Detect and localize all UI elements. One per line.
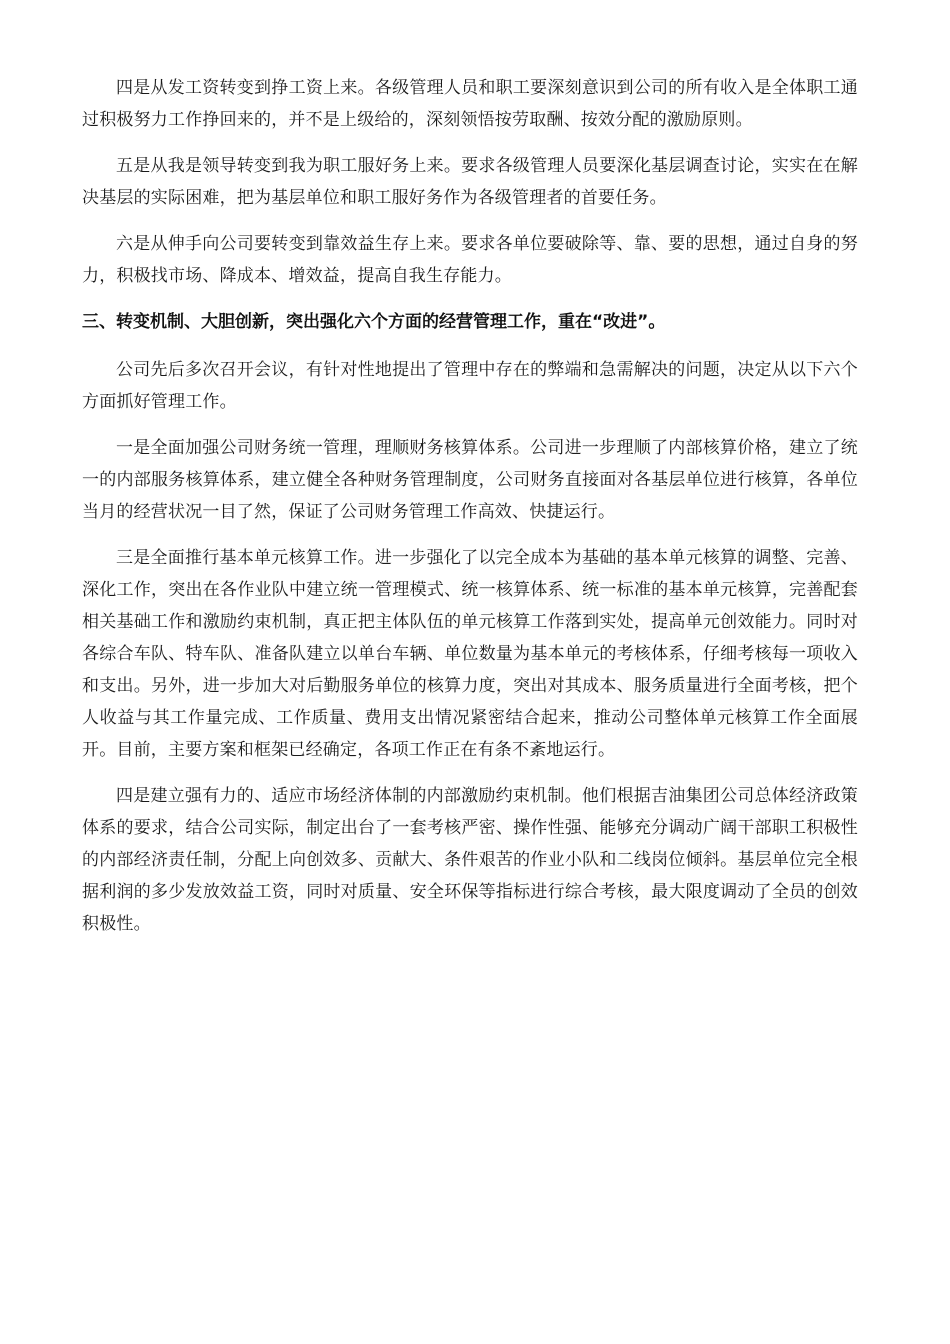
paragraph-four-incentive: 四是建立强有力的、适应市场经济体制的内部激励约束机制。他们根据吉油集团公司总体经济政策体系的要求，结合公司实际，制定出台了一套考核严密、操作性强、能够充分调动广阔干部职工积极性的内部经济责任制，分配上向创效多、贡献大、条件艰苦的作业小队和二线岗位倾斜。基层单位完全根据利润的多少发放效益工资，同时对质量、安全环保等指标进行综合考核，最大限度调动了全员的创效积极性。	[82, 786, 858, 934]
section-heading-three: 三、转变机制、大胆创新，突出强化六个方面的经营管理工作，重在“改进”。	[82, 312, 666, 332]
paragraph-three-unit-accounting: 三是全面推行基本单元核算工作。进一步强化了以完全成本为基础的基本单元核算的调整、完善、深化工作，突出在各作业队中建立统一管理模式、统一核算体系、统一标准的基本单元核算，完善配套相关基础工作和激励约束机制，真正把主体队伍的单元核算工作落到实处，提高单元创效能力。同时对各综合车队、特车队、准备队建立以单台车辆、单位数量为基本单元的考核体系，仔细考核每一项收入和支出。另外，进一步加大对后勤服务单位的核算力度，突出对其成本、服务质量进行全面考核，把个人收益与其工作量完成、工作质量、费用支出情况紧密结合起来，推动公司整体单元核算工作全面展开。目前，主要方案和框架已经确定，各项工作正在有条不紊地运行。	[82, 548, 858, 760]
paragraph-intro-six-aspects: 公司先后多次召开会议，有针对性地提出了管理中存在的弊端和急需解决的问题，决定从以下六个方面抓好管理工作。	[82, 360, 858, 412]
document-page	[82, 72, 858, 954]
paragraph-four-wages: 四是从发工资转变到挣工资上来。各级管理人员和职工要深刻意识到公司的所有收入是全体职工通过积极努力工作挣回来的，并不是上级给的，深刻领悟按劳取酬、按效分配的激励原则。	[82, 78, 858, 130]
paragraph-one-finance: 一是全面加强公司财务统一管理，理顺财务核算体系。公司进一步理顺了内部核算价格，建立了统一的内部服务核算体系，建立健全各种财务管理制度，公司财务直接面对各基层单位进行核算，各单位当月的经营状况一目了然，保证了公司财务管理工作高效、快捷运行。	[82, 438, 858, 522]
paragraph-six-efficiency: 六是从伸手向公司要转变到靠效益生存上来。要求各单位要破除等、靠、要的思想，通过自身的努力，积极找市场、降成本、增效益，提高自我生存能力。	[82, 234, 858, 286]
paragraph-five-service: 五是从我是领导转变到我为职工服好务上来。要求各级管理人员要深化基层调查讨论，实实在在解决基层的实际困难，把为基层单位和职工服好务作为各级管理者的首要任务。	[82, 156, 858, 208]
